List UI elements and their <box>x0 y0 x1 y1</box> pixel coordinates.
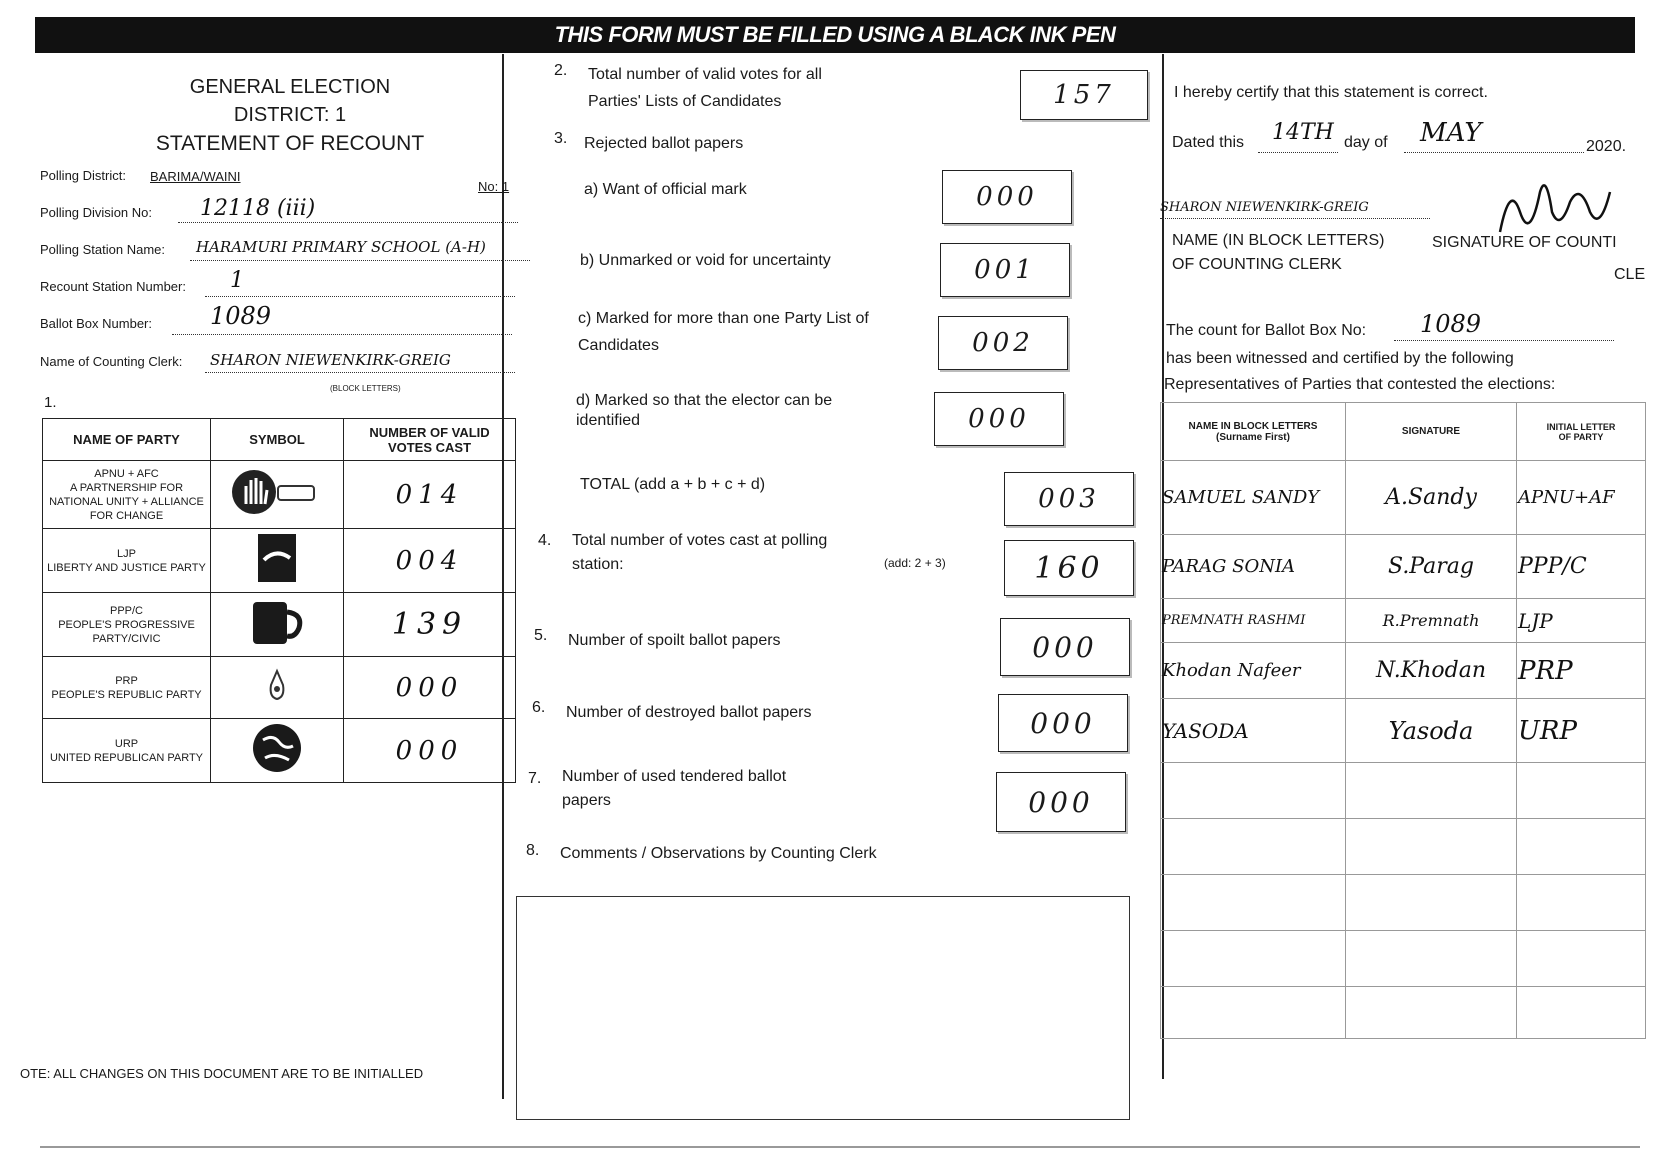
table-row <box>43 593 516 657</box>
rep-header-signature: SIGNATURE <box>1346 403 1517 461</box>
footer-note: OTE: ALL CHANGES ON THIS DOCUMENT ARE TO BE INITIALLED <box>20 1066 424 1081</box>
table-row <box>1161 535 1646 599</box>
rep-header-initial <box>1517 403 1646 461</box>
polling-district-label: Polling District: <box>40 168 126 183</box>
empty-cell <box>1161 875 1346 931</box>
rep-header-name-1: NAME IN BLOCK LETTERS <box>1188 420 1318 432</box>
q8-label: Comments / Observations by Counting Clerk <box>560 845 877 862</box>
empty-cell <box>1161 987 1346 1039</box>
empty-cell <box>1346 819 1517 875</box>
q3a-label: a) Want of official mark <box>584 181 747 198</box>
counting-clerk-value: SHARON NIEWENKIRK-GREIG <box>210 351 451 369</box>
rep-signature: Yasoda <box>1346 699 1517 763</box>
table-row <box>1161 987 1646 1039</box>
rep-party: LJP <box>1517 599 1646 643</box>
polling-district-value: BARIMA/WAINI <box>150 169 241 184</box>
empty-cell <box>1346 763 1517 819</box>
q3-label: Rejected ballot papers <box>584 135 744 152</box>
polling-station-value: HARAMURI PRIMARY SCHOOL (A-H) <box>196 238 486 256</box>
polling-station-line <box>190 260 530 261</box>
empty-cell <box>1517 875 1646 931</box>
month-value: MAY <box>1420 118 1482 148</box>
counting-clerk-line <box>205 372 515 373</box>
signature-label: SIGNATURE OF COUNTI <box>1432 234 1617 251</box>
q7-value-box: 000 <box>996 772 1126 832</box>
empty-cell <box>1517 931 1646 987</box>
no-label: No: 1 <box>478 179 510 194</box>
rep-party: URP <box>1517 699 1646 763</box>
top-banner <box>35 17 1635 53</box>
handshake-icon <box>211 529 344 593</box>
q7-label-1: Number of used tendered ballot <box>562 768 787 785</box>
table-row <box>1161 461 1646 535</box>
clerk-name-value: SHARON NIEWENKIRK-GREIG <box>1160 200 1369 215</box>
empty-cell <box>1161 931 1346 987</box>
header-votes: NUMBER OF VALID VOTES CAST <box>344 419 516 461</box>
representatives-table <box>1160 402 1646 1039</box>
ballot-box-label: Ballot Box Number: <box>40 316 152 331</box>
name-block-label-2: OF COUNTING CLERK <box>1172 256 1342 273</box>
q5-value-box: 000 <box>1000 618 1130 676</box>
table-row <box>1161 931 1646 987</box>
rep-name: PREMNATH RASHMI <box>1161 599 1346 643</box>
party-name: LJP LIBERTY AND JUSTICE PARTY <box>43 529 211 593</box>
title-district: DISTRICT: 1 <box>233 104 347 126</box>
signature-label-2: CLE <box>1614 266 1646 283</box>
recount-station-line <box>205 296 515 297</box>
q3c-value-box: 002 <box>938 316 1068 370</box>
total-label: TOTAL (add a + b + c + d) <box>580 476 766 493</box>
rep-name: YASODA <box>1161 699 1346 763</box>
count-line-2: has been witnessed and certified by the following <box>1166 350 1514 367</box>
empty-cell <box>1517 763 1646 819</box>
rep-signature: A.Sandy <box>1346 461 1517 535</box>
table-row <box>43 719 516 783</box>
rep-header-name-2: (Surname First) <box>1216 431 1290 443</box>
q4-value-box: 160 <box>1004 540 1134 596</box>
banner-text: THIS FORM MUST BE FILLED USING A BLACK INK PEN <box>554 22 1116 47</box>
empty-cell <box>1161 763 1346 819</box>
q7-label-2: papers <box>562 792 611 809</box>
clerk-name-line <box>1160 218 1430 219</box>
title-statement: STATEMENT OF RECOUNT <box>155 132 425 155</box>
party-name: URP UNITED REPUBLICAN PARTY <box>43 719 211 783</box>
votes-cell: 139 <box>344 593 516 657</box>
empty-cell <box>1161 819 1346 875</box>
q3d-label-1: d) Marked so that the elector can be <box>576 392 833 409</box>
party-votes-table <box>42 418 516 783</box>
polling-division-value: 12118 (iii) <box>200 196 316 221</box>
recount-station-value: 1 <box>230 268 244 293</box>
q4-label-2: station: <box>572 556 624 573</box>
q3d-label-2: identified <box>576 412 641 429</box>
table-row <box>43 657 516 719</box>
day-line <box>1258 152 1338 153</box>
header-party: NAME OF PARTY <box>43 419 211 461</box>
q3d-value-box: 000 <box>934 392 1064 446</box>
dated-this-label: Dated this <box>1172 134 1245 151</box>
table-row <box>1161 763 1646 819</box>
q2-label-2: Parties' Lists of Candidates <box>588 93 782 110</box>
polling-station-label: Polling Station Name: <box>40 242 166 257</box>
table-row <box>43 461 516 529</box>
q4-number: 4. <box>538 532 552 549</box>
q3-number: 3. <box>554 130 568 147</box>
q6-value-box: 000 <box>998 694 1128 752</box>
recount-station-label: Recount Station Number: <box>40 279 186 294</box>
name-block-label-1: NAME (IN BLOCK LETTERS) <box>1172 232 1385 249</box>
rep-header-initial-2: OF PARTY <box>1558 431 1604 442</box>
month-line <box>1404 152 1584 153</box>
q4-add-note: (add: 2 + 3) <box>884 556 946 570</box>
rep-signature: N.Khodan <box>1346 643 1517 699</box>
q5-number: 5. <box>534 627 548 644</box>
day-of-label: day of <box>1344 134 1388 151</box>
rep-signature: S.Parag <box>1346 535 1517 599</box>
votes-cell: 014 <box>344 461 516 529</box>
rep-header-initial-1: INITIAL LETTER <box>1546 421 1616 432</box>
polling-division-label: Polling Division No: <box>40 205 152 220</box>
counting-clerk-label: Name of Counting Clerk: <box>40 354 183 369</box>
q3a-value-box: 000 <box>942 170 1072 224</box>
q2-value-box: 157 <box>1020 70 1148 120</box>
year-label: 2020. <box>1586 138 1627 155</box>
comments-box[interactable] <box>516 896 1130 1120</box>
empty-cell <box>1346 875 1517 931</box>
count-box-value: 1089 <box>1420 310 1482 338</box>
q3b-value-box: 001 <box>940 243 1070 297</box>
bottom-edge-line <box>40 1146 1640 1148</box>
rep-name: SAMUEL SANDY <box>1161 461 1346 535</box>
empty-cell <box>1346 931 1517 987</box>
section-1-number: 1. <box>44 394 57 411</box>
votes-cell: 004 <box>344 529 516 593</box>
hand-icon <box>211 461 344 529</box>
rep-party: PPP/C <box>1517 535 1646 599</box>
empty-cell <box>1346 987 1517 1039</box>
rep-party: APNU+AF <box>1517 461 1646 535</box>
table-row <box>1161 819 1646 875</box>
header-symbol: SYMBOL <box>211 419 344 461</box>
party-name: APNU + AFC A PARTNERSHIP FOR NATIONAL UNITY + ALLIANCE FOR CHANGE <box>43 461 211 529</box>
block-letters-note: (BLOCK LETTERS) <box>330 384 401 393</box>
party-name: PPP/C PEOPLE'S PROGRESSIVE PARTY/CIVIC <box>43 593 211 657</box>
ballot-box-line <box>172 334 512 335</box>
votes-cell: 000 <box>344 719 516 783</box>
title-general-election: GENERAL ELECTION <box>189 76 391 98</box>
q3c-label-2: Candidates <box>578 337 659 354</box>
ballot-box-value: 1089 <box>210 302 272 330</box>
table-row <box>1161 599 1646 643</box>
empty-cell <box>1517 819 1646 875</box>
certify-text: I hereby certify that this statement is correct. <box>1174 84 1488 101</box>
polling-division-line <box>178 222 518 223</box>
q8-number: 8. <box>526 842 540 859</box>
votes-cell: 000 <box>344 657 516 719</box>
table-row <box>1161 643 1646 699</box>
table-row <box>43 529 516 593</box>
cup-icon <box>211 593 344 657</box>
total-value-box: 003 <box>1004 472 1134 526</box>
count-box-line <box>1394 340 1614 341</box>
count-line-3: Representatives of Parties that contested the elections: <box>1164 376 1556 393</box>
q5-label: Number of spoilt ballot papers <box>568 632 781 649</box>
q7-number: 7. <box>528 770 542 787</box>
rep-header-name <box>1161 403 1346 461</box>
q4-label-1: Total number of votes cast at polling <box>572 532 828 549</box>
count-line-1: The count for Ballot Box No: <box>1166 322 1367 339</box>
day-value: 14TH <box>1272 120 1334 145</box>
rep-name: PARAG SONIA <box>1161 535 1346 599</box>
party-name: PRP PEOPLE'S REPUBLIC PARTY <box>43 657 211 719</box>
globe-icon <box>211 719 344 783</box>
lamp-icon <box>211 657 344 719</box>
q2-number: 2. <box>554 62 568 79</box>
empty-cell <box>1517 987 1646 1039</box>
q6-label: Number of destroyed ballot papers <box>566 704 812 721</box>
q3b-label: b) Unmarked or void for uncertainty <box>580 252 831 269</box>
rep-signature: R.Premnath <box>1346 599 1517 643</box>
rep-party: PRP <box>1517 643 1646 699</box>
rep-name: Khodan Nafeer <box>1161 643 1346 699</box>
q2-label-1: Total number of valid votes for all <box>588 66 822 83</box>
table-row <box>1161 875 1646 931</box>
q3c-label-1: c) Marked for more than one Party List of <box>578 310 869 327</box>
q6-number: 6. <box>532 699 546 716</box>
table-row <box>1161 699 1646 763</box>
